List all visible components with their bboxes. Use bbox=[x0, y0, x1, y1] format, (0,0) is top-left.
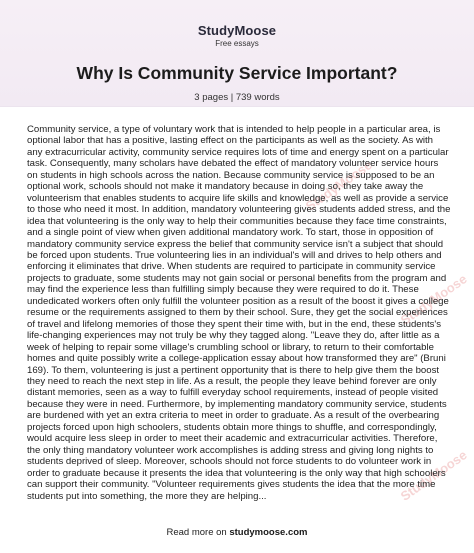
essay-meta: 3 pages | 739 words bbox=[194, 92, 280, 103]
watermark: StudyMoose bbox=[397, 447, 470, 504]
page-header bbox=[0, 0, 474, 106]
read-more-footer bbox=[0, 527, 474, 538]
header-divider bbox=[0, 106, 474, 107]
essay-title: Why Is Community Service Important? bbox=[76, 63, 398, 83]
watermark: StudyMoose bbox=[397, 271, 470, 328]
read-more-link[interactable]: studymoose.com bbox=[229, 527, 308, 538]
watermark: StudyMoose bbox=[302, 157, 375, 214]
brand-tagline: Free essays bbox=[215, 39, 259, 48]
essay-body: Community service, a type of voluntary work that is intended to help people in a particular area, is optional labor that has a positive, lasting effect on the participants as well as the society. As with any extracurricular activity, community service requires lots of time and energy spent on a particular task. Consequently, many scholars have debated the effect of mandatory volunteer service hours on students in high schools across the nation. Because community service is supposed to be an optional work, schools should not make it mandatory because in doing so, they take away the volunteerism that enables students to acquire life skills and knowledge, as well as provide a service to those who need it most. In addition, mandatory volunteering gives students added stress, and the idea that volunteering is the only way to help their communities because they face time constraints, and a single point of view when given additional mandatory work. To start, those in opposition of mandatory community service express the belief that community service isn't a subject that should be forced upon students. True volunteering lies in an individual's will and drives to help others and enforcing it eliminates that drive. When students are required to participate in community service projects to graduate, some students may not gain social or personal benefits from the program and may find the experience less than fulfilling simply because they were required to do it. These undedicated workers often only fulfill the volunteer position as a result of the boost it gives a college resume or the requirements assigned to them by their school. Sure, they get the social experiences of travel and lifelong memories of those they spent their time with, but in the end, these students's life-changing experiences may not truly be why they tagged along. "Leave they do, after little as a week of helping to repair some village's crumbling school or library, to return to their comfortable homes and quite possibly write a college-application essay about how transformed they are" (Bruni 169). To them, volunteering is just a pertinent opportunity that is there to help give them the boost they need to reach the next step in life. As a result, the people they leave behind forever are only distant memories, seen as a way to fulfill everyday school requirements, instead of people visited because they were in need. Furthermore, by implementing mandatory community service, students are burdened with yet an extra criteria to meet in order to graduate. As a result of the overbearing projects forced upon high schoolers, students obtain more things to shuffle, and correspondingly, would acquire less sleep in order to meet their academic and extracurricular activities. Therefore, the only thing mandatory volunteer work accomplishes is adding stress and giving long nights to students deprived of sleep. Moreover, schools should not force students to do volunteer work in order to graduate because it presents the idea that volunteering is the only way that high schoolers can support their community. "Volunteer requirements gives students the idea that the more time students put into something, the more they are helping... bbox=[27, 124, 451, 502]
read-more-prefix: Read more on bbox=[166, 527, 230, 538]
brand-logo[interactable]: StudyMoose bbox=[197, 23, 277, 38]
